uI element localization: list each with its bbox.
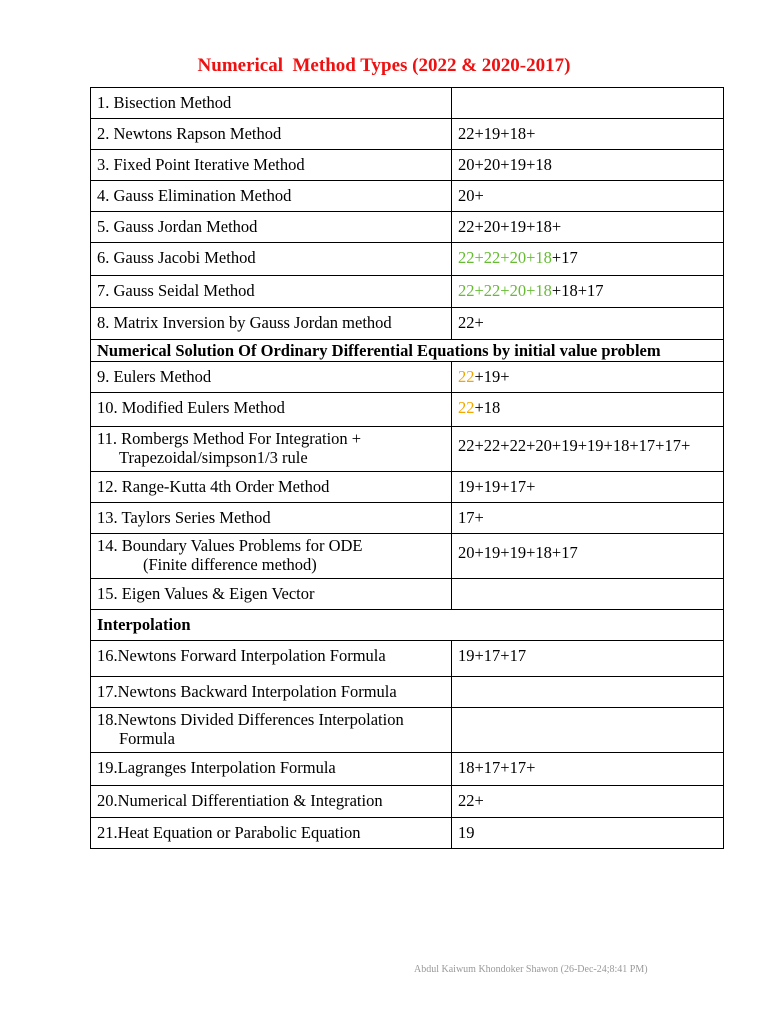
exam-years-value: +19+ [474,367,510,386]
exam-years-value: 20+20+19+18 [458,155,552,174]
table-row [91,181,724,212]
exam-years-value: 22+ [458,791,484,810]
exam-years-value: +18+17 [551,281,604,300]
exam-years-value: 22+19+18+ [458,124,536,143]
exam-years-value: +17 [551,248,578,267]
exam-years-cell [452,753,724,786]
method-name-cell [91,427,452,472]
method-name-cell [91,818,452,849]
method-name-cell [91,88,452,119]
table-row [91,150,724,181]
methods-table-body [91,88,724,849]
method-name-cell [91,534,452,579]
table-row [91,362,724,393]
exam-years-cell [452,212,724,243]
exam-years-cell [452,579,724,610]
method-name: 19.Lagranges Interpolation Formula [97,758,336,777]
table-row [91,276,724,308]
table-row [91,503,724,534]
method-name: 13. Taylors Series Method [97,508,271,527]
section-header-row [91,610,724,641]
method-name-cell [91,150,452,181]
exam-years-cell [452,534,724,579]
method-name-cell [91,708,452,753]
method-name: 1. Bisection Method [97,93,232,112]
table-row [91,534,724,579]
exam-years-value: 19+17+17 [458,646,527,665]
page-title: Numerical Method Types (2022 & 2020-2017) [197,55,571,76]
exam-years-cell [452,243,724,276]
method-name: 2. Newtons Rapson Method [97,124,282,143]
exam-years-cell [452,641,724,677]
exam-years-value: 18+17+17+ [458,758,536,777]
method-name-cell [91,786,452,818]
table-row [91,88,724,119]
exam-years-value: +18 [474,398,501,417]
method-name: 6. Gauss Jacobi Method [97,248,256,267]
exam-years-cell [452,362,724,393]
table-row [91,677,724,708]
method-name: 14. Boundary Values Problems for ODE [97,536,363,555]
exam-years-value: 22+20+19+18+ [458,217,562,236]
table-row [91,243,724,276]
table-row [91,641,724,677]
table-row [91,212,724,243]
method-name: 15. Eigen Values & Eigen Vector [97,584,315,603]
method-name: 5. Gauss Jordan Method [97,217,258,236]
exam-years-value: 19 [458,823,475,842]
exam-years-cell [452,786,724,818]
table-row [91,818,724,849]
method-name: 8. Matrix Inversion by Gauss Jordan method [97,313,392,332]
method-name-cell [91,362,452,393]
method-name-cell [91,181,452,212]
method-name-cell [91,243,452,276]
table-row [91,579,724,610]
method-name: 12. Range-Kutta 4th Order Method [97,477,330,496]
method-name-cell [91,503,452,534]
method-name-cell [91,753,452,786]
method-name-continued: Trapezoidal/simpson1/3 rule [119,448,308,467]
method-name: 18.Newtons Divided Differences Interpolation [97,710,404,729]
exam-years-value: 20+ [458,186,484,205]
exam-years-value: 22+ [458,313,484,332]
method-name: 21.Heat Equation or Parabolic Equation [97,823,361,842]
footer-credit: Abdul Kaiwum Khondoker Shawon (26-Dec-24;8:41 PM) [414,964,648,975]
exam-years-value: 22 [458,367,475,386]
exam-years-value: 20+19+19+18+17 [458,543,578,562]
table-row [91,308,724,340]
method-name-continued: Formula [119,729,175,748]
exam-years-cell [452,708,724,753]
section-header-row [91,340,724,362]
method-name-cell [91,641,452,677]
exam-years-cell [452,181,724,212]
table-row [91,786,724,818]
exam-years-cell [452,119,724,150]
exam-years-cell [452,677,724,708]
table-row [91,472,724,503]
exam-years-cell [452,427,724,472]
exam-years-cell [452,393,724,427]
table-row [91,393,724,427]
method-name: 4. Gauss Elimination Method [97,186,292,205]
exam-years-cell [452,88,724,119]
section-header: Interpolation [91,610,724,641]
table-row [91,427,724,472]
method-name-cell [91,119,452,150]
method-name: 9. Eulers Method [97,367,212,386]
exam-years-cell [452,276,724,308]
exam-years-cell [452,472,724,503]
table-row [91,753,724,786]
method-name-cell [91,308,452,340]
method-name-continued: (Finite difference method) [143,555,317,574]
method-name-cell [91,677,452,708]
method-name: 7. Gauss Seidal Method [97,281,255,300]
method-name: 16.Newtons Forward Interpolation Formula [97,646,386,665]
method-name-cell [91,393,452,427]
method-name-cell [91,212,452,243]
exam-years-value: 17+ [458,508,484,527]
method-name: 11. Rombergs Method For Integration + [97,429,362,448]
method-name-cell [91,276,452,308]
table-row [91,708,724,753]
exam-years-value: 19+19+17+ [458,477,536,496]
table-row [91,119,724,150]
exam-years-cell [452,150,724,181]
exam-years-cell [452,503,724,534]
method-name: 3. Fixed Point Iterative Method [97,155,305,174]
methods-table [90,87,724,849]
exam-years-value: 22+22+20+18 [458,281,552,300]
method-name: 10. Modified Eulers Method [97,398,285,417]
method-name: 17.Newtons Backward Interpolation Formula [97,682,397,701]
section-header: Numerical Solution Of Ordinary Differential Equations by initial value problem [91,340,724,362]
exam-years-cell [452,818,724,849]
method-name: 20.Numerical Differentiation & Integration [97,791,383,810]
exam-years-value: 22+22+22+20+19+19+18+17+17+ [458,436,691,455]
method-name-cell [91,579,452,610]
exam-years-cell [452,308,724,340]
method-name-cell [91,472,452,503]
exam-years-value: 22 [458,398,475,417]
exam-years-value: 22+22+20+18 [458,248,552,267]
